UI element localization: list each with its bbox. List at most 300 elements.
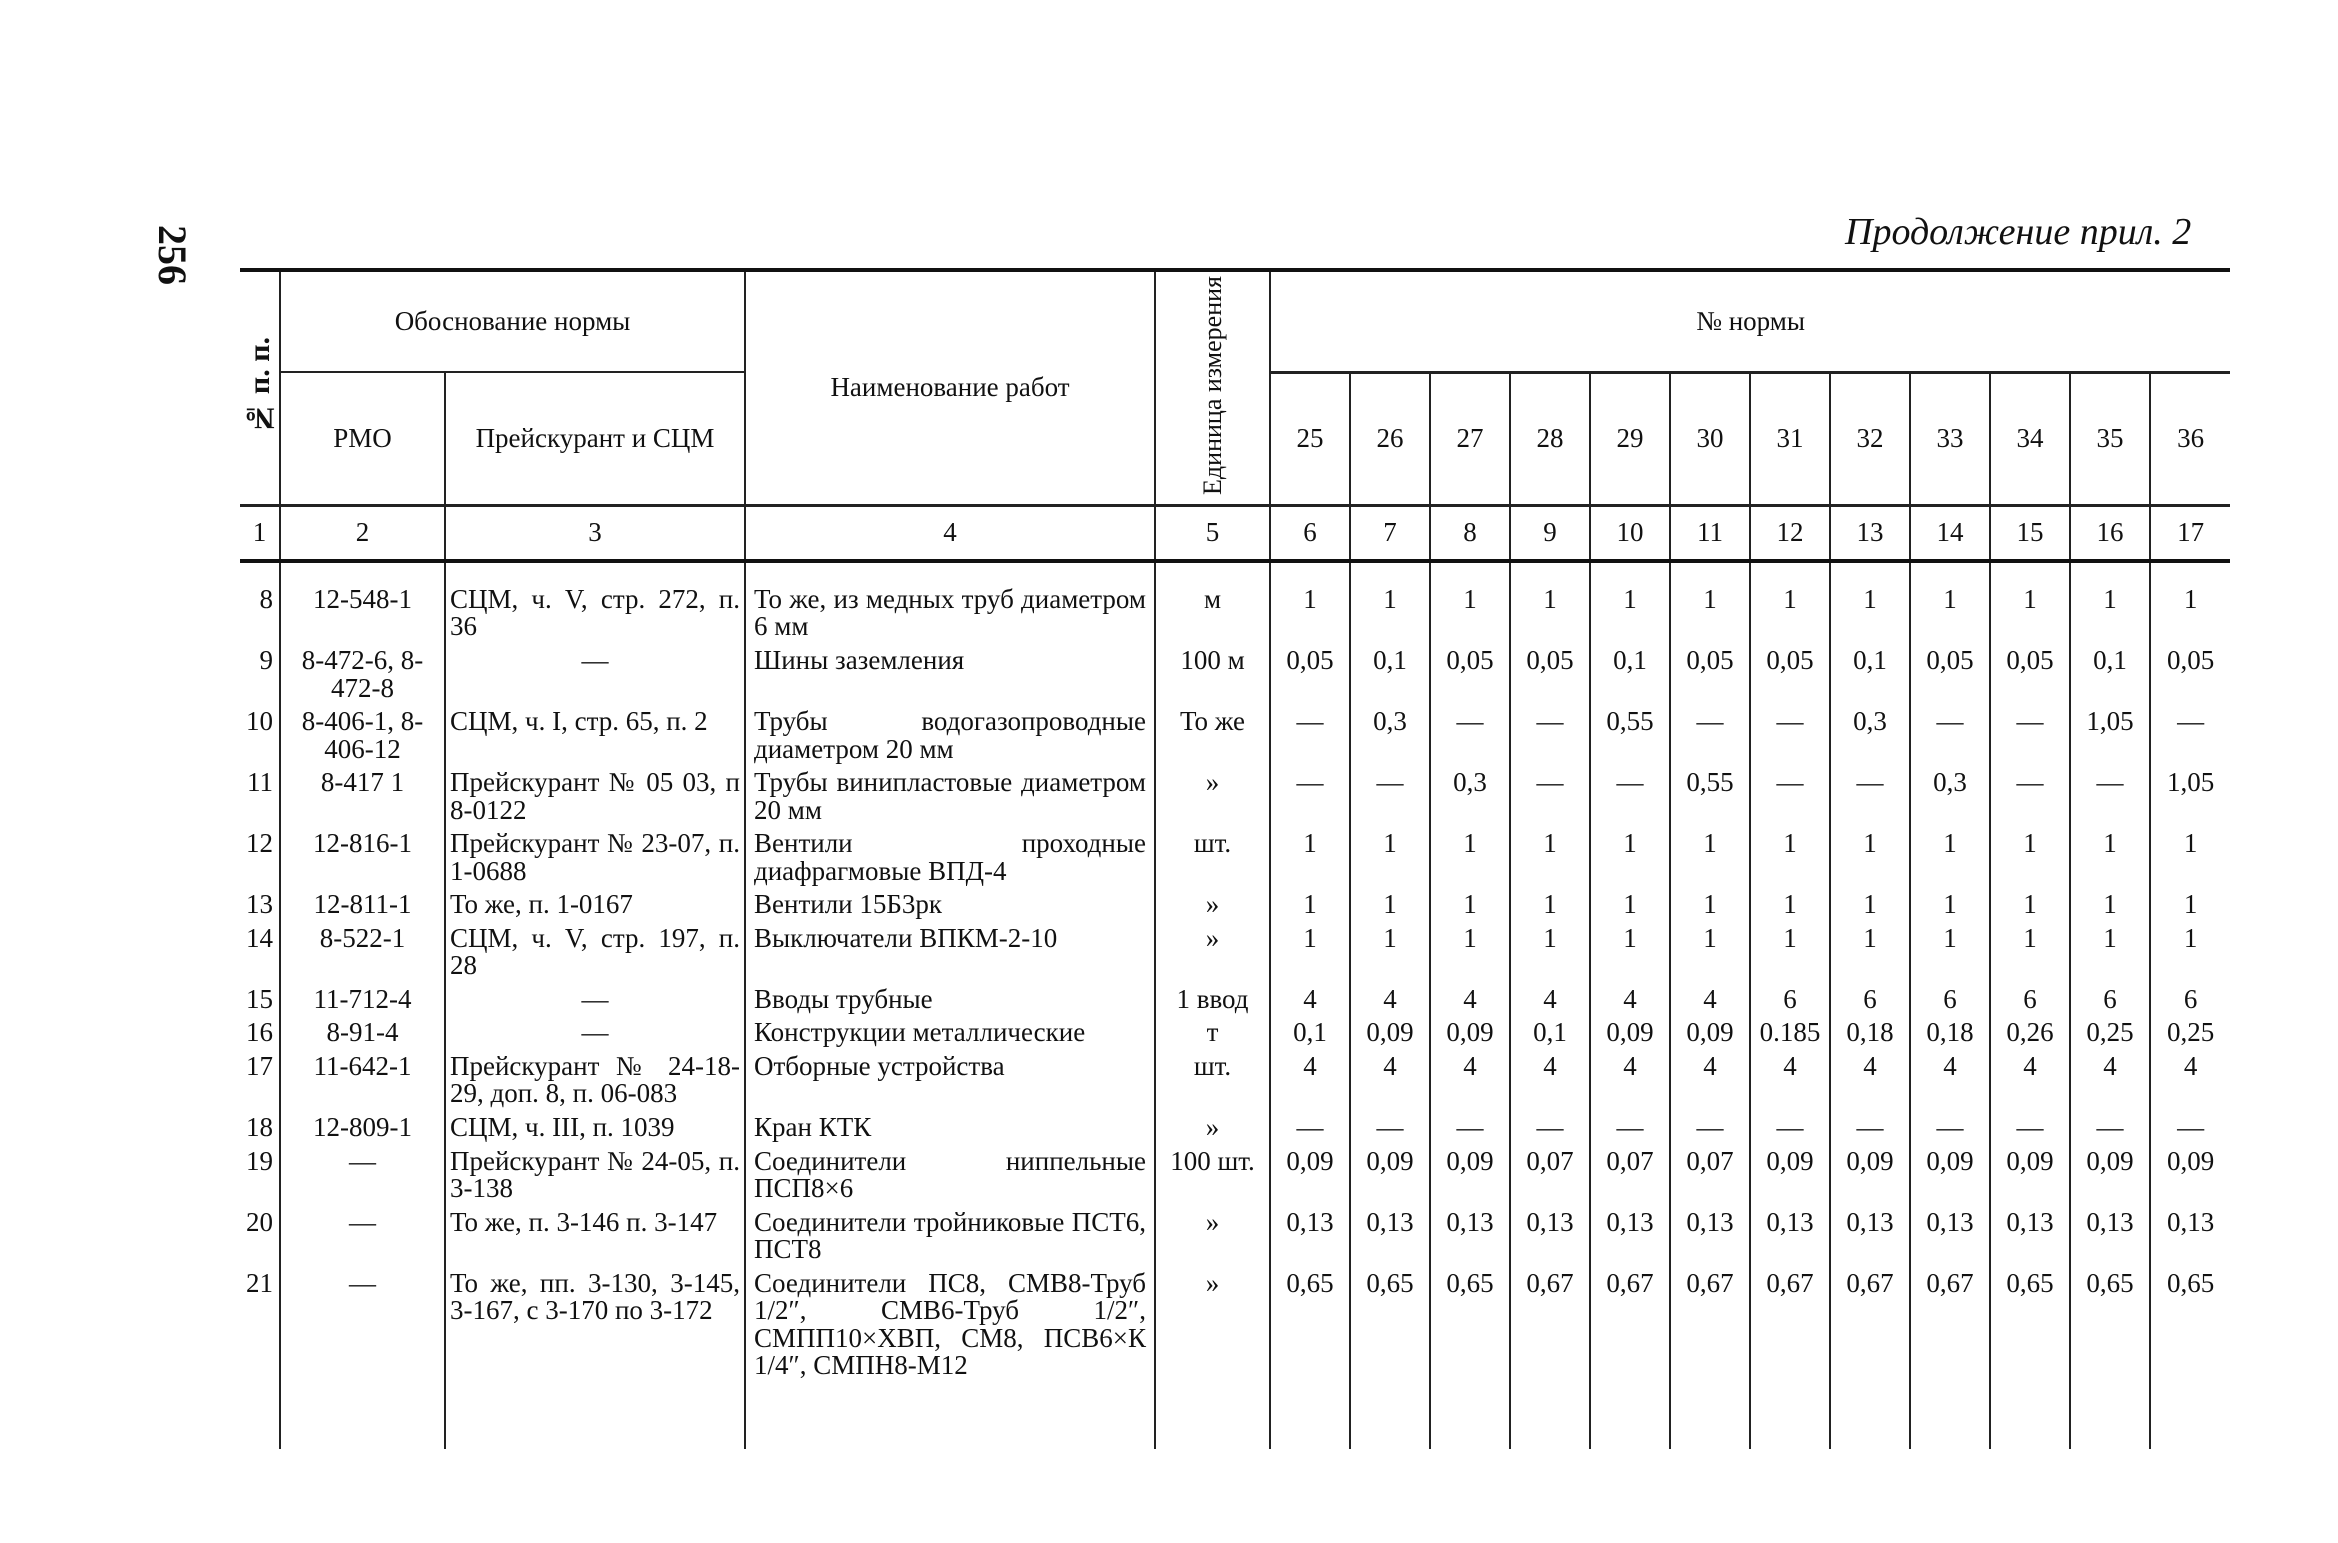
norm-value-cell: 1 bbox=[2070, 827, 2150, 888]
norm-value-cell: 4 bbox=[1430, 1050, 1510, 1111]
price-list-cell: Прейскурант № 24-05, п. 3-138 bbox=[445, 1145, 745, 1206]
norm-value-cell: 0,09 bbox=[1990, 1145, 2070, 1206]
norm-value-cell: 1 bbox=[1430, 922, 1510, 983]
norm-value-cell: 0,13 bbox=[2070, 1206, 2150, 1267]
filler-cell bbox=[1430, 1383, 1510, 1449]
norm-value-cell: 6 bbox=[1990, 983, 2070, 1017]
row-number-cell: 12 bbox=[246, 828, 273, 859]
norm-value-cell: 0,09 bbox=[1350, 1016, 1430, 1050]
row-number-cell: 17 bbox=[246, 1050, 273, 1081]
justification-header: Обоснование нормы bbox=[280, 270, 745, 372]
norm-value-cell: — bbox=[1830, 1111, 1910, 1145]
rmo-cell: — bbox=[280, 1145, 445, 1206]
spacer-cell bbox=[1910, 561, 1990, 583]
norm-value-cell: 1 bbox=[1990, 922, 2070, 983]
norm-value-cell: 1 bbox=[1590, 583, 1670, 644]
spacer-cell bbox=[280, 561, 445, 583]
row-number-cell: 21 bbox=[246, 1267, 273, 1298]
work-name-cell: Соединители ниппельные ПСП8×6 bbox=[745, 1145, 1155, 1206]
norm-value-cell: 0,18 bbox=[1830, 1016, 1910, 1050]
norm-value-cell: 0,05 bbox=[1910, 644, 1990, 705]
norm-value-cell: 1 bbox=[1910, 583, 1990, 644]
filler-cell bbox=[1990, 1383, 2070, 1449]
norm-value-cell: 4 bbox=[1350, 1050, 1430, 1111]
norm-value-cell: 0,09 bbox=[1830, 1145, 1910, 1206]
norm-value-cell: 1 bbox=[1830, 827, 1910, 888]
rmo-cell: — bbox=[280, 1267, 445, 1383]
page-number: 256 bbox=[150, 225, 195, 285]
price-list-cell: СЦМ, ч. V, стр. 197, п. 28 bbox=[445, 922, 745, 983]
norm-value-cell: — bbox=[1670, 1111, 1750, 1145]
norm-value-cell: 1 bbox=[1270, 922, 1350, 983]
norm-value-cell: 1 bbox=[1830, 922, 1910, 983]
table-header bbox=[240, 270, 2230, 561]
norm-value-cell: — bbox=[1590, 766, 1670, 827]
norm-value-cell: 4 bbox=[1910, 1050, 1990, 1111]
table-row bbox=[240, 1206, 2230, 1267]
table-row bbox=[240, 1267, 2230, 1383]
norm-number-header: 32 bbox=[1830, 372, 1910, 505]
rmo-cell: 8-406-1, 8-406-12 bbox=[280, 705, 445, 766]
row-number-cell: 9 bbox=[259, 645, 273, 676]
norm-value-cell: 0,1 bbox=[1350, 644, 1430, 705]
norm-value-cell: — bbox=[1270, 1111, 1350, 1145]
column-number: 5 bbox=[1155, 505, 1270, 561]
price-list-cell: То же, п. 1-0167 bbox=[445, 888, 745, 922]
norm-value-cell: 4 bbox=[1430, 983, 1510, 1017]
price-list-cell: Прейскурант № 24-18-29, доп. 8, п. 06-083 bbox=[445, 1050, 745, 1111]
continuation-caption: Продолжение прил. 2 bbox=[1845, 211, 2192, 253]
norm-value-cell: — bbox=[1830, 766, 1910, 827]
norm-value-cell: 4 bbox=[2150, 1050, 2230, 1111]
norm-value-cell: 1 bbox=[1910, 827, 1990, 888]
unit-cell: т bbox=[1155, 1016, 1270, 1050]
filler-cell bbox=[1750, 1383, 1830, 1449]
norm-value-cell: 0,09 bbox=[1750, 1145, 1830, 1206]
norm-value-cell: 1 bbox=[1270, 888, 1350, 922]
norm-value-cell: — bbox=[1350, 1111, 1430, 1145]
norm-value-cell: — bbox=[1910, 705, 1990, 766]
norm-value-cell: 0,65 bbox=[2070, 1267, 2150, 1383]
rmo-cell: 8-522-1 bbox=[280, 922, 445, 983]
norm-number-header: 25 bbox=[1270, 372, 1350, 505]
norm-number-header: 31 bbox=[1750, 372, 1830, 505]
column-number: 8 bbox=[1430, 505, 1510, 561]
norm-value-cell: 0,09 bbox=[1350, 1145, 1430, 1206]
norm-value-cell: 0,09 bbox=[1910, 1145, 1990, 1206]
filler-cell bbox=[280, 1383, 445, 1449]
norm-value-cell: 1,05 bbox=[2150, 766, 2230, 827]
filler-cell bbox=[1910, 1383, 1990, 1449]
rmo-header: РМО bbox=[280, 372, 445, 505]
norm-value-cell: 1 bbox=[1270, 827, 1350, 888]
norm-value-cell: 0,05 bbox=[1430, 644, 1510, 705]
rmo-cell: 11-712-4 bbox=[280, 983, 445, 1017]
column-number: 17 bbox=[2150, 505, 2230, 561]
norm-value-cell: — bbox=[1510, 705, 1590, 766]
spacer-cell bbox=[2070, 561, 2150, 583]
row-number-cell: 20 bbox=[246, 1206, 273, 1237]
price-list-cell: Прейскурант № 23-07, п. 1-0688 bbox=[445, 827, 745, 888]
work-name-cell: Шины заземления bbox=[745, 644, 1155, 705]
norm-value-cell: 1 bbox=[2150, 583, 2230, 644]
norm-value-cell: 1 bbox=[1350, 922, 1430, 983]
spacer-cell bbox=[1270, 561, 1350, 583]
filler-cell bbox=[2070, 1383, 2150, 1449]
norm-value-cell: — bbox=[1430, 1111, 1510, 1145]
price-list-cell: — bbox=[445, 1016, 745, 1050]
spacer-cell bbox=[1155, 561, 1270, 583]
filler-cell bbox=[240, 1383, 280, 1449]
norm-value-cell: 0,13 bbox=[1990, 1206, 2070, 1267]
price-list-cell: Прейскурант № 05 03, п 8-0122 bbox=[445, 766, 745, 827]
norm-value-cell: 0,1 bbox=[1270, 1016, 1350, 1050]
norm-value-cell: 0,3 bbox=[1350, 705, 1430, 766]
norm-value-cell: 0,13 bbox=[1590, 1206, 1670, 1267]
rmo-cell: — bbox=[280, 1206, 445, 1267]
row-number-cell: 8 bbox=[259, 583, 273, 614]
price-list-cell: СЦМ, ч. V, стр. 272, п. 36 bbox=[445, 583, 745, 644]
norm-number-header: 26 bbox=[1350, 372, 1430, 505]
norm-value-cell: 0,09 bbox=[2070, 1145, 2150, 1206]
norm-value-cell: 0,09 bbox=[1270, 1145, 1350, 1206]
work-name-cell: Конструкции металлические bbox=[745, 1016, 1155, 1050]
norm-value-cell: 0,13 bbox=[1910, 1206, 1990, 1267]
norm-number-header: 33 bbox=[1910, 372, 1990, 505]
norm-value-cell: 0,3 bbox=[1430, 766, 1510, 827]
norm-value-cell: 1 bbox=[1430, 583, 1510, 644]
rmo-cell: 8-417 1 bbox=[280, 766, 445, 827]
norm-value-cell: 0,09 bbox=[1590, 1016, 1670, 1050]
unit-cell: » bbox=[1155, 888, 1270, 922]
work-name-cell: Отборные устройства bbox=[745, 1050, 1155, 1111]
spacer-cell bbox=[445, 561, 745, 583]
norm-value-cell: 1 bbox=[1750, 888, 1830, 922]
row-number-cell: 11 bbox=[247, 767, 273, 798]
norm-value-cell: 1 bbox=[1430, 827, 1510, 888]
spacer-cell bbox=[1430, 561, 1510, 583]
table-row bbox=[240, 922, 2230, 983]
norm-value-cell: 0,55 bbox=[1590, 705, 1670, 766]
norm-value-cell: 4 bbox=[1350, 983, 1430, 1017]
norm-value-cell: 0,13 bbox=[1430, 1206, 1510, 1267]
row-number-cell: 14 bbox=[246, 922, 273, 953]
norm-value-cell: 0,13 bbox=[1270, 1206, 1350, 1267]
unit-header: Единица измерения bbox=[1155, 270, 1270, 505]
column-number: 16 bbox=[2070, 505, 2150, 561]
norm-value-cell: 0,3 bbox=[1910, 766, 1990, 827]
norms-header: № нормы bbox=[1270, 270, 2230, 372]
norm-value-cell: 4 bbox=[1270, 1050, 1350, 1111]
norm-value-cell: 6 bbox=[1910, 983, 1990, 1017]
row-number-cell: 15 bbox=[246, 983, 273, 1014]
norm-value-cell: 0,65 bbox=[1350, 1267, 1430, 1383]
norm-value-cell: 0,05 bbox=[1990, 644, 2070, 705]
filler-cell bbox=[2150, 1383, 2230, 1449]
table-row bbox=[240, 1050, 2230, 1111]
norm-value-cell: 6 bbox=[2070, 983, 2150, 1017]
norms-table bbox=[240, 268, 2230, 1449]
filler-cell bbox=[1510, 1383, 1590, 1449]
norm-value-cell: 4 bbox=[1590, 983, 1670, 1017]
unit-cell: м bbox=[1155, 583, 1270, 644]
norm-number-header: 35 bbox=[2070, 372, 2150, 505]
norm-value-cell: 0,65 bbox=[1990, 1267, 2070, 1383]
norm-value-cell: 0,65 bbox=[1430, 1267, 1510, 1383]
work-name-cell: Кран КТК bbox=[745, 1111, 1155, 1145]
norm-value-cell: 6 bbox=[1750, 983, 1830, 1017]
work-name-cell: Вентили 15Б3рк bbox=[745, 888, 1155, 922]
price-list-cell: — bbox=[445, 983, 745, 1017]
filler-cell bbox=[1270, 1383, 1350, 1449]
rmo-cell: 8-472-6, 8-472-8 bbox=[280, 644, 445, 705]
norm-value-cell: 4 bbox=[1510, 1050, 1590, 1111]
norm-value-cell: 1 bbox=[1430, 888, 1510, 922]
norm-number-header: 30 bbox=[1670, 372, 1750, 505]
norm-value-cell: — bbox=[1990, 705, 2070, 766]
norm-value-cell: 4 bbox=[1670, 1050, 1750, 1111]
work-name-cell: Вентили проходные диафрагмовые ВПД-4 bbox=[745, 827, 1155, 888]
spacer-cell bbox=[1750, 561, 1830, 583]
norm-value-cell: 6 bbox=[1830, 983, 1910, 1017]
row-number-cell: 13 bbox=[246, 889, 273, 920]
norm-value-cell: 0,13 bbox=[1750, 1206, 1830, 1267]
column-number: 14 bbox=[1910, 505, 1990, 561]
norm-value-cell: 0,25 bbox=[2150, 1016, 2230, 1050]
norm-value-cell: 0,13 bbox=[1350, 1206, 1430, 1267]
norm-value-cell: 0,1 bbox=[1590, 644, 1670, 705]
norm-value-cell: 0,09 bbox=[2150, 1145, 2230, 1206]
row-number-cell: 10 bbox=[246, 706, 273, 737]
unit-cell: » bbox=[1155, 922, 1270, 983]
work-name-cell: Соединители ПС8, СМВ8-Труб 1/2″, СМВ6-Труб 1/2″, СМПП10×ХВП, СМ8, ПСВ6×К 1/4″, СМПН8-М12 bbox=[745, 1267, 1155, 1383]
norm-value-cell: 0,05 bbox=[1270, 644, 1350, 705]
norm-value-cell: 0,09 bbox=[1430, 1145, 1510, 1206]
norm-value-cell: 1 bbox=[2070, 583, 2150, 644]
rmo-cell: 8-91-4 bbox=[280, 1016, 445, 1050]
price-list-cell: СЦМ, ч. III, п. 1039 bbox=[445, 1111, 745, 1145]
spacer-cell bbox=[240, 561, 280, 583]
rmo-cell: 12-811-1 bbox=[280, 888, 445, 922]
column-number: 7 bbox=[1350, 505, 1430, 561]
column-number: 13 bbox=[1830, 505, 1910, 561]
column-number: 6 bbox=[1270, 505, 1350, 561]
norm-value-cell: 0,67 bbox=[1510, 1267, 1590, 1383]
norm-value-cell: — bbox=[1750, 1111, 1830, 1145]
norm-value-cell: 4 bbox=[1270, 983, 1350, 1017]
filler-cell bbox=[745, 1383, 1155, 1449]
norm-value-cell: 1 bbox=[1590, 922, 1670, 983]
norm-value-cell: 1 bbox=[1510, 888, 1590, 922]
norm-value-cell: 1 bbox=[2150, 888, 2230, 922]
norm-number-header: 28 bbox=[1510, 372, 1590, 505]
column-number: 11 bbox=[1670, 505, 1750, 561]
norm-value-cell: 1 bbox=[1670, 827, 1750, 888]
norm-value-cell: — bbox=[1990, 1111, 2070, 1145]
norm-value-cell: 1 bbox=[1670, 922, 1750, 983]
norm-value-cell: 0,05 bbox=[1750, 644, 1830, 705]
norm-value-cell: 0,13 bbox=[2150, 1206, 2230, 1267]
norm-value-cell: — bbox=[1510, 766, 1590, 827]
table-row bbox=[240, 705, 2230, 766]
norm-value-cell: 4 bbox=[1990, 1050, 2070, 1111]
column-number: 9 bbox=[1510, 505, 1590, 561]
norm-number-header: 27 bbox=[1430, 372, 1510, 505]
norm-value-cell: — bbox=[1590, 1111, 1670, 1145]
norm-value-cell: — bbox=[1750, 705, 1830, 766]
norm-number-header: 36 bbox=[2150, 372, 2230, 505]
norm-value-cell: 0,05 bbox=[1670, 644, 1750, 705]
unit-cell: » bbox=[1155, 1111, 1270, 1145]
spacer-row bbox=[240, 561, 2230, 583]
unit-cell: 100 шт. bbox=[1155, 1145, 1270, 1206]
norm-value-cell: 0,3 bbox=[1830, 705, 1910, 766]
norm-value-cell: 0,1 bbox=[2070, 644, 2150, 705]
norm-value-cell: — bbox=[1510, 1111, 1590, 1145]
norm-value-cell: 1 bbox=[2150, 922, 2230, 983]
column-number: 4 bbox=[745, 505, 1155, 561]
rmo-cell: 12-548-1 bbox=[280, 583, 445, 644]
norm-value-cell: 4 bbox=[1670, 983, 1750, 1017]
norm-value-cell: 1 bbox=[1670, 888, 1750, 922]
norm-value-cell: 1 bbox=[1830, 583, 1910, 644]
unit-cell: » bbox=[1155, 1267, 1270, 1383]
column-number: 10 bbox=[1590, 505, 1670, 561]
column-number-row bbox=[240, 505, 2230, 561]
table-row bbox=[240, 1145, 2230, 1206]
norm-value-cell: 1 bbox=[1670, 583, 1750, 644]
norm-value-cell: 4 bbox=[1510, 983, 1590, 1017]
norm-value-cell: — bbox=[2150, 1111, 2230, 1145]
spacer-cell bbox=[1590, 561, 1670, 583]
row-number-cell: 16 bbox=[246, 1017, 273, 1048]
norm-value-cell: 1 bbox=[2070, 888, 2150, 922]
work-name-cell: Трубы винипластовые диаметром 20 мм bbox=[745, 766, 1155, 827]
norm-value-cell: 6 bbox=[2150, 983, 2230, 1017]
unit-cell: 1 ввод bbox=[1155, 983, 1270, 1017]
norm-number-header: 34 bbox=[1990, 372, 2070, 505]
norm-value-cell: 0,13 bbox=[1670, 1206, 1750, 1267]
spacer-cell bbox=[745, 561, 1155, 583]
norm-value-cell: 0,09 bbox=[1670, 1016, 1750, 1050]
norm-value-cell: 0.185 bbox=[1750, 1016, 1830, 1050]
norm-value-cell: 0,07 bbox=[1510, 1145, 1590, 1206]
row-number-header: № п. п. bbox=[240, 270, 280, 505]
norm-value-cell: — bbox=[1270, 766, 1350, 827]
norm-value-cell: 0,67 bbox=[1830, 1267, 1910, 1383]
norm-value-cell: 0,07 bbox=[1590, 1145, 1670, 1206]
norm-value-cell: 1 bbox=[1510, 583, 1590, 644]
column-number: 3 bbox=[445, 505, 745, 561]
unit-cell: То же bbox=[1155, 705, 1270, 766]
spacer-cell bbox=[1830, 561, 1910, 583]
table-row bbox=[240, 766, 2230, 827]
norm-number-header: 29 bbox=[1590, 372, 1670, 505]
unit-cell: шт. bbox=[1155, 827, 1270, 888]
column-number: 12 bbox=[1750, 505, 1830, 561]
column-number: 1 bbox=[240, 505, 280, 561]
norm-value-cell: 1 bbox=[1270, 583, 1350, 644]
table-row bbox=[240, 1016, 2230, 1050]
norm-value-cell: 1 bbox=[1750, 827, 1830, 888]
spacer-cell bbox=[1510, 561, 1590, 583]
norm-value-cell: — bbox=[1750, 766, 1830, 827]
price-list-header: Прейскурант и СЦМ bbox=[445, 372, 745, 505]
spacer-cell bbox=[1670, 561, 1750, 583]
column-number: 2 bbox=[280, 505, 445, 561]
norm-value-cell: 0,13 bbox=[1510, 1206, 1590, 1267]
column-number: 15 bbox=[1990, 505, 2070, 561]
norm-value-cell: — bbox=[1350, 766, 1430, 827]
norm-value-cell: 1,05 bbox=[2070, 705, 2150, 766]
norm-value-cell: — bbox=[1430, 705, 1510, 766]
norm-value-cell: 0,18 bbox=[1910, 1016, 1990, 1050]
table-row bbox=[240, 888, 2230, 922]
norm-value-cell: 1 bbox=[2070, 922, 2150, 983]
unit-cell: 100 м bbox=[1155, 644, 1270, 705]
norm-value-cell: 0,1 bbox=[1830, 644, 1910, 705]
norm-value-cell: 0,26 bbox=[1990, 1016, 2070, 1050]
norm-value-cell: 1 bbox=[1510, 827, 1590, 888]
norm-value-cell: — bbox=[2070, 766, 2150, 827]
norm-value-cell: 1 bbox=[1590, 888, 1670, 922]
norm-value-cell: 1 bbox=[1750, 922, 1830, 983]
norm-value-cell: 4 bbox=[1750, 1050, 1830, 1111]
norm-value-cell: 0,25 bbox=[2070, 1016, 2150, 1050]
norm-value-cell: 0,67 bbox=[1910, 1267, 1990, 1383]
norm-value-cell: — bbox=[1670, 705, 1750, 766]
norm-value-cell: 1 bbox=[1910, 888, 1990, 922]
spacer-cell bbox=[1990, 561, 2070, 583]
rmo-cell: 12-809-1 bbox=[280, 1111, 445, 1145]
norm-value-cell: 0,05 bbox=[2150, 644, 2230, 705]
work-name-cell: Трубы водогазопроводные диаметром 20 мм bbox=[745, 705, 1155, 766]
norm-value-cell: 0,05 bbox=[1510, 644, 1590, 705]
filler-row bbox=[240, 1383, 2230, 1449]
norm-value-cell: 1 bbox=[1350, 827, 1430, 888]
unit-cell: » bbox=[1155, 1206, 1270, 1267]
norm-value-cell: 1 bbox=[1750, 583, 1830, 644]
table-row bbox=[240, 583, 2230, 644]
norm-value-cell: 0,65 bbox=[1270, 1267, 1350, 1383]
table-row bbox=[240, 1111, 2230, 1145]
table-body bbox=[240, 561, 2230, 1449]
norm-value-cell: — bbox=[2150, 705, 2230, 766]
work-name-cell: Вводы трубные bbox=[745, 983, 1155, 1017]
price-list-cell: СЦМ, ч. I, стр. 65, п. 2 bbox=[445, 705, 745, 766]
norm-value-cell: 0,65 bbox=[2150, 1267, 2230, 1383]
norm-value-cell: 0,67 bbox=[1590, 1267, 1670, 1383]
table-row bbox=[240, 983, 2230, 1017]
work-name-cell: Выключатели ВПКМ-2-10 bbox=[745, 922, 1155, 983]
norm-value-cell: 1 bbox=[1990, 827, 2070, 888]
norm-value-cell: 4 bbox=[2070, 1050, 2150, 1111]
norm-value-cell: 1 bbox=[1510, 922, 1590, 983]
norm-value-cell: 1 bbox=[1350, 583, 1430, 644]
norm-value-cell: 1 bbox=[1350, 888, 1430, 922]
work-name-cell: То же, из медных труб диаметром 6 мм bbox=[745, 583, 1155, 644]
filler-cell bbox=[1350, 1383, 1430, 1449]
norm-value-cell: — bbox=[1910, 1111, 1990, 1145]
price-list-cell: — bbox=[445, 644, 745, 705]
spacer-cell bbox=[1350, 561, 1430, 583]
spacer-cell bbox=[2150, 561, 2230, 583]
table-row bbox=[240, 644, 2230, 705]
norm-value-cell: 0,09 bbox=[1430, 1016, 1510, 1050]
price-list-cell: То же, пп. 3-130, 3-145, 3-167, с 3-170 по 3-172 bbox=[445, 1267, 745, 1383]
norm-value-cell: 0,07 bbox=[1670, 1145, 1750, 1206]
norm-value-cell: 1 bbox=[1830, 888, 1910, 922]
